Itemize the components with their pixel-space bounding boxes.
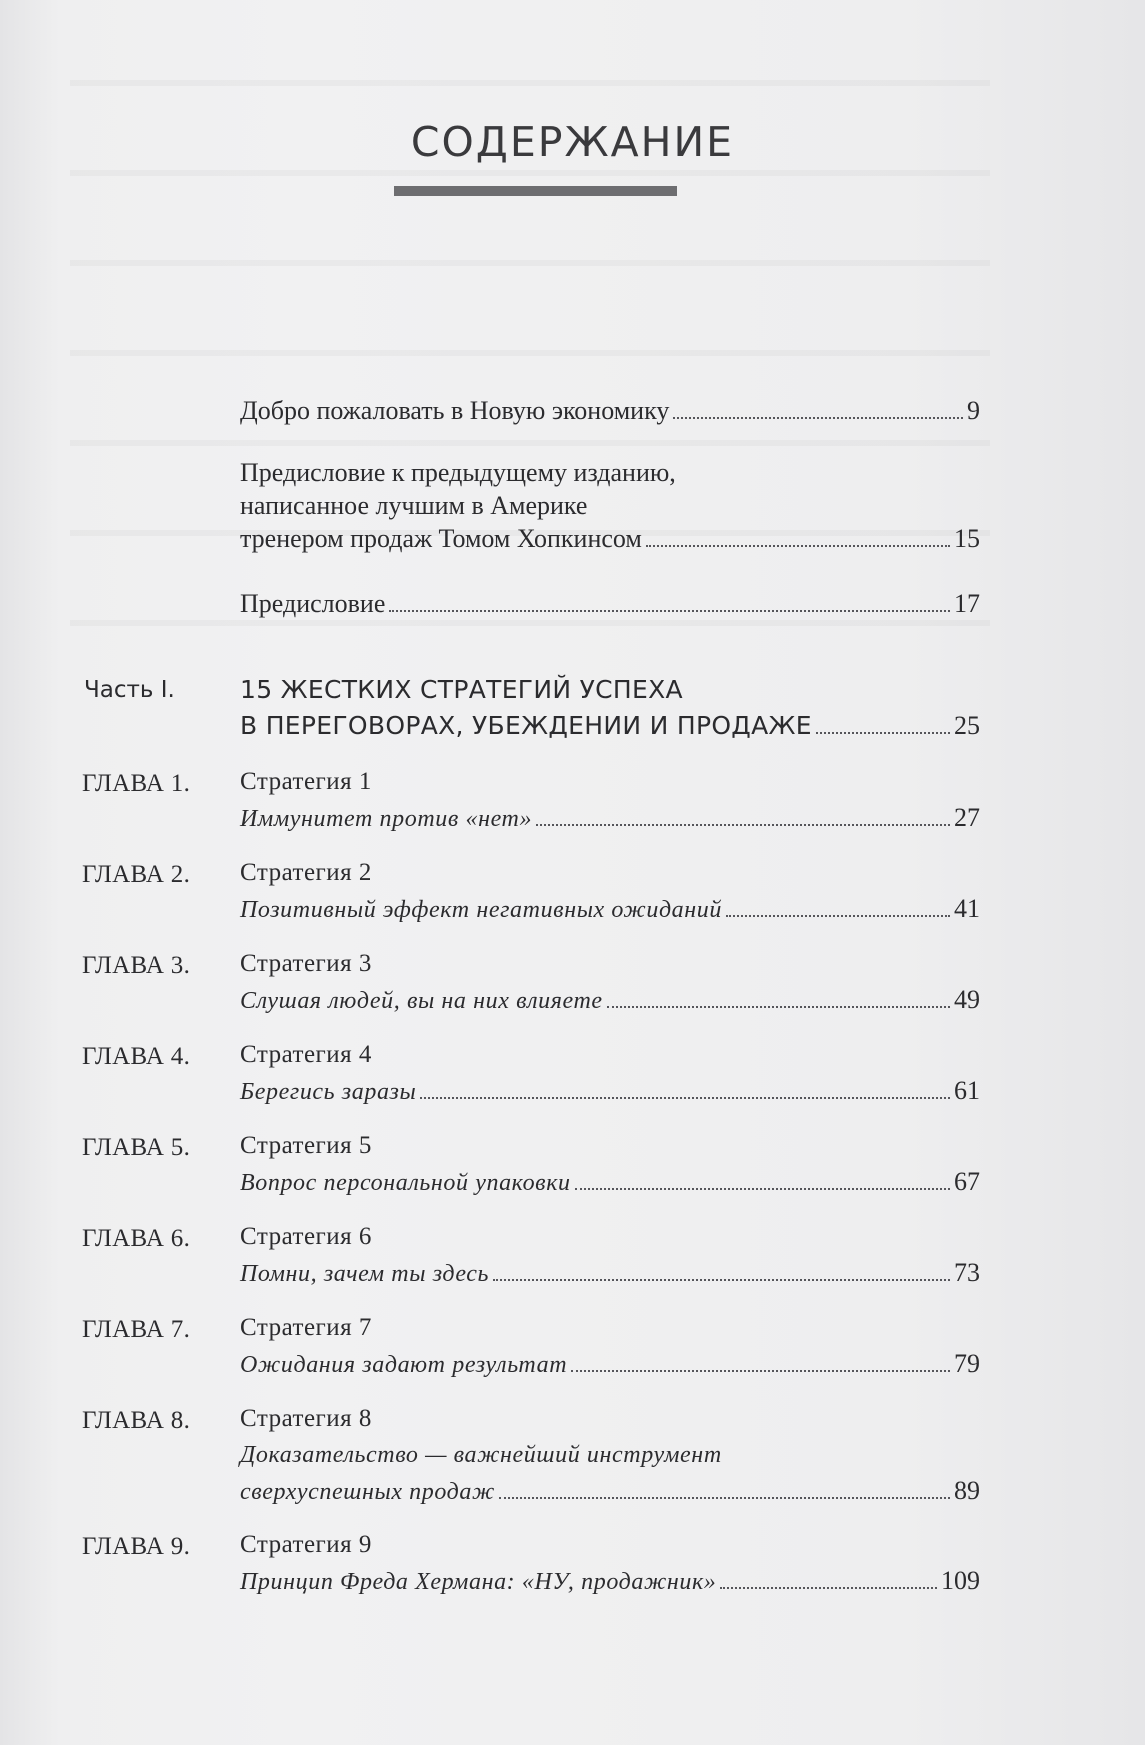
- toc-entry-foreword: [240, 587, 980, 620]
- dot-leader: [816, 732, 950, 734]
- dot-leader: [493, 1279, 950, 1281]
- chapter-label: ГЛАВА 7.: [82, 1316, 191, 1343]
- page-number: 89: [954, 1476, 980, 1505]
- dot-leader: [646, 545, 950, 547]
- strategy-label: Стратегия 4: [240, 1041, 372, 1068]
- dot-leader: [726, 915, 950, 917]
- page-number: 41: [954, 894, 980, 923]
- chapter-title: Ожидания задают результат: [240, 1352, 568, 1378]
- strategy-label: Стратегия 9: [240, 1531, 372, 1558]
- chapter-label: ГЛАВА 8.: [82, 1407, 191, 1434]
- page-number: 61: [954, 1076, 980, 1105]
- strategy-label: Стратегия 7: [240, 1314, 372, 1341]
- strategy-label: Стратегия 6: [240, 1223, 372, 1250]
- strategy-label: Стратегия 8: [240, 1405, 372, 1432]
- chapter-title: Принцип Фреда Хермана: «НУ, продажник»: [240, 1569, 717, 1595]
- toc-entry-previous-foreword: [240, 456, 980, 555]
- strategy-label: Стратегия 5: [240, 1132, 372, 1159]
- strategy-label: Стратегия 3: [240, 950, 372, 977]
- chapter-title: Вопрос персональной упаковки: [240, 1170, 571, 1196]
- strategy-label: Стратегия 1: [240, 768, 372, 795]
- part-label: Часть I.: [84, 677, 175, 703]
- dot-leader: [720, 1587, 937, 1589]
- chapter-title-line: Доказательство — важнейший инструмент: [240, 1442, 722, 1468]
- dot-leader: [673, 417, 963, 419]
- page-number: 49: [954, 985, 980, 1014]
- page-number: 9: [967, 396, 980, 425]
- page-number: 17: [954, 589, 980, 618]
- chapter-label: ГЛАВА 4.: [82, 1043, 191, 1070]
- chapter-title: Иммунитет против «нет»: [240, 806, 533, 832]
- toc-title: СОДЕРЖАНИЕ: [410, 118, 735, 166]
- toc-entry-chapter-5: [240, 1128, 980, 1201]
- chapter-label: ГЛАВА 3.: [82, 952, 191, 979]
- entry-title: Предисловие: [240, 589, 386, 618]
- toc-heading: [0, 118, 1145, 166]
- toc-entry-chapter-6: [240, 1219, 980, 1292]
- toc-entry-chapter-2: [240, 855, 980, 928]
- toc-entry-chapter-8: [240, 1401, 980, 1510]
- chapter-label: ГЛАВА 2.: [82, 861, 191, 888]
- page-number: 67: [954, 1167, 980, 1196]
- chapter-title: Слушая людей, вы на них влияете: [240, 988, 603, 1014]
- chapter-label: ГЛАВА 6.: [82, 1225, 191, 1252]
- chapter-title: Позитивный эффект негативных ожиданий: [240, 897, 722, 923]
- page-number: 73: [954, 1258, 980, 1287]
- toc-entry-chapter-7: [240, 1310, 980, 1383]
- toc-entry-chapter-1: [240, 764, 980, 837]
- dot-leader: [536, 824, 950, 826]
- toc-entry-part-1: [240, 672, 980, 744]
- strategy-label: Стратегия 2: [240, 859, 372, 886]
- dot-leader: [607, 1006, 950, 1008]
- chapter-label: ГЛАВА 1.: [82, 770, 191, 797]
- chapter-title: Берегись заразы: [240, 1079, 417, 1105]
- chapter-title-line: сверхуспешных продаж: [240, 1479, 495, 1505]
- chapter-title: Помни, зачем ты здесь: [240, 1261, 490, 1287]
- dot-leader: [389, 610, 950, 612]
- dot-leader: [499, 1497, 950, 1499]
- part-title-line: 15 ЖЕСТКИХ СТРАТЕГИЙ УСПЕХА: [240, 675, 683, 704]
- page-number: 109: [941, 1566, 980, 1595]
- page-number: 25: [954, 711, 980, 740]
- entry-title-line: тренером продаж Томом Хопкинсом: [240, 524, 642, 553]
- dot-leader: [571, 1370, 950, 1372]
- page-number: 15: [954, 524, 980, 553]
- chapter-label: ГЛАВА 5.: [82, 1134, 191, 1161]
- toc-entry-chapter-9: [240, 1527, 980, 1600]
- part-title-line: В ПЕРЕГОВОРАХ, УБЕЖДЕНИИ И ПРОДАЖЕ: [240, 711, 812, 740]
- dot-leader: [575, 1188, 950, 1190]
- title-underline-bar: [394, 186, 677, 196]
- toc-entry-chapter-4: [240, 1037, 980, 1110]
- dot-leader: [420, 1097, 950, 1099]
- toc-entry-chapter-3: [240, 946, 980, 1019]
- page-number: 27: [954, 803, 980, 832]
- page-number: 79: [954, 1349, 980, 1378]
- chapter-label: ГЛАВА 9.: [82, 1533, 191, 1560]
- entry-title-line: написанное лучшим в Америке: [240, 491, 588, 520]
- entry-title-line: Предисловие к предыдущему изданию,: [240, 458, 676, 487]
- toc-entry-welcome: [240, 394, 980, 427]
- entry-title: Добро пожаловать в Новую экономику: [240, 396, 670, 425]
